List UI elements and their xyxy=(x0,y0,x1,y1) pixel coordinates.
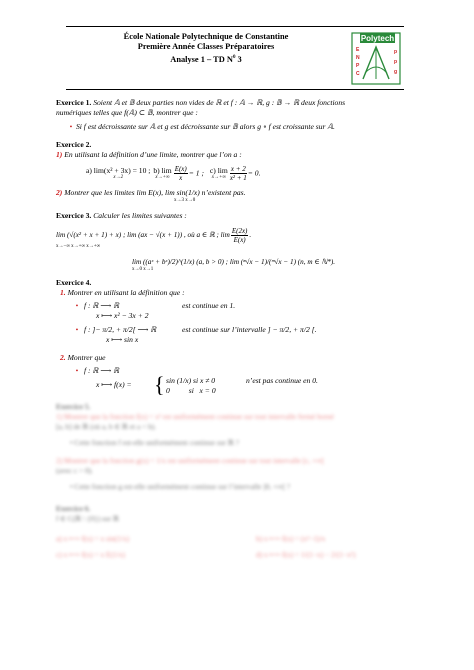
exercise-1-text-2: numériques telles que f(𝔸) ⊂ 𝔹, montrer que : xyxy=(56,108,198,117)
exercise-3-intro: Calculer les limites suivantes : xyxy=(93,211,187,220)
svg-text:P: P xyxy=(356,63,360,69)
exercise-4-q2: Montrer que xyxy=(67,353,106,362)
exercise-1-text: Soient 𝔸 et 𝔹 deux parties non vides de ℝ et f : 𝔸 → ℝ, g : 𝔹 → ℝ deux fonctions xyxy=(93,98,346,107)
svg-text:E: E xyxy=(356,47,360,53)
exercise-3-subscripts-2: x→0 x→1 xyxy=(132,267,154,272)
exercise-4: Exercice 4. 1. Montrer en utilisant la définition que : • f : ℝ ⟶ ℝ x ⟼ x² − 3x + 2 est continue en 1. • f : ]− π/2, + π/2[ ⟶ ℝ x ⟼ sin x est continue sur l’intervalle ] − π/2, + π/2 [. 2. Montrer que • f : ℝ ⟶ ℝ x ⟼ f(x) = { sin (1/x) si x ≠ 0 0 si x = 0 n’est pas continue en 0. xyxy=(56,278,422,400)
svg-text:N: N xyxy=(356,55,360,61)
exercise-3-subscripts-1: x→−∞ x→+∞ x→+∞ xyxy=(56,244,101,249)
exercise-4-function-1: • f : ℝ ⟶ ℝ x ⟼ x² − 3x + 2 est continue en 1. xyxy=(75,301,236,320)
class-name: Première Année Classes Préparatoires xyxy=(137,42,275,52)
svg-text:g: g xyxy=(394,69,398,75)
svg-text:C: C xyxy=(356,71,360,77)
exercise-2-q2-subscripts: x→3 x→0 xyxy=(174,198,196,203)
header-bottom-rule xyxy=(66,89,404,90)
exercise-2-q1-number: 1) xyxy=(56,150,63,159)
exercise-1-title: Exercice 1. xyxy=(56,98,92,107)
exercise-1-bullet: Si f est décroissante sur 𝔸 et g est décroissante sur 𝔹 alors g ∘ f est croissante sur 𝔸. xyxy=(76,122,335,131)
polytech-logo xyxy=(351,31,401,86)
svg-text:p: p xyxy=(394,59,398,65)
exercise-4-function-2: • f : ]− π/2, + π/2[ ⟶ ℝ x ⟼ sin x est continue sur l’intervalle ] − π/2, + π/2 [. xyxy=(75,325,317,344)
td-title: Analyse 1 – TD $N^0$ 3 xyxy=(170,54,242,64)
logo-brand-text: Polytech xyxy=(360,34,395,43)
document-header xyxy=(66,26,406,90)
exercise-4-q1: Montrer en utilisant la définition que : xyxy=(67,288,185,297)
exercise-4-function-3: • f : ℝ ⟶ ℝ x ⟼ f(x) = { sin (1/x) si x ≠ 0 0 si x = 0 n’est pas continue en 0. xyxy=(75,366,318,397)
exercise-2-q2-number: 2) xyxy=(56,188,63,197)
exercise-3-limits-line1: lim (√(x² + x + 1) + x) ; lim (ax − √(x + 1)) , où a ∈ ℝ ; lim $\frac{E(2x)}{E(x)}$ . xyxy=(56,227,252,244)
exercise-1: Exercice 1. Soient 𝔸 et 𝔹 deux parties non vides de ℝ et f : 𝔸 → ℝ, g : 𝔹 → ℝ deux fonctions numériques telles que f(𝔸) ⊂ 𝔹, montrer que : • Si f est décroissante sur 𝔸 et g est décroissante sur 𝔹 alors g ∘ f est croissante sur 𝔸. xyxy=(56,98,422,132)
exercise-2-q2: Montrer que les limites lim E(x), lim sin(1/x) n’existent pas. xyxy=(64,188,246,197)
header-text xyxy=(66,32,346,65)
exercise-2-limits: a) lim(x² + 3x) = 10 ; x→2 b) lim x→+∞ $\frac{E(x)}{x}$ = 1 ; c) lim x→+∞ $\frac{x + 2}{\text{x² + 1}}$ = 0. xyxy=(86,165,261,182)
exercise-3-title: Exercice 3. xyxy=(56,211,92,220)
exercise-3-limits-line2: lim ((aˣ + bˣ)/2)^(1/x) (a, b > 0) ; lim (ⁿ√x − 1)/(ᵐ√x − 1) (n, m ∈ ℕ*). xyxy=(132,258,336,266)
exercise-4-title: Exercice 4. xyxy=(56,278,92,287)
exercise-3 xyxy=(56,211,422,272)
exercise-2-q1: En utilisant la définition d’une limite, montrer que l’on a : xyxy=(64,150,242,159)
school-name: École Nationale Polytechnique de Constantine xyxy=(123,32,289,41)
exercise-2 xyxy=(56,140,422,203)
svg-text:p: p xyxy=(394,49,398,55)
blurred-exercises: Exercice 5. 1) Montrer que la fonction f(x) = x² est uniformément continue sur tout intervalle fermé borné [a, b] de ℝ (où a, b ∈ ℝ et a < b). • Cette fonction f est-elle uniformément continue sur ℝ ? 2) Montrer que la fonction g(x) = 1/x est uniformément continue sur tout intervalle [c, +∞[ (avec c > 0). • Cette fonction g est-elle uniformément continue sur l’intervalle ]0, +∞[ ? Exercice 6. f ∈ C(ℝ \ {0}) sur ℝ a) x ⟼ f(x) = x sin(1/x) b) x ⟼ f(x) = (x²−1)/x c) x ⟼ f(x) = x E(1/x) d) x ⟼ f(x) = 1/(1−x) − 2/(1−x²) xyxy=(56,402,356,559)
header-top-rule xyxy=(66,26,404,27)
exercise-2-title: Exercice 2. xyxy=(56,140,92,149)
exercises xyxy=(56,96,422,400)
